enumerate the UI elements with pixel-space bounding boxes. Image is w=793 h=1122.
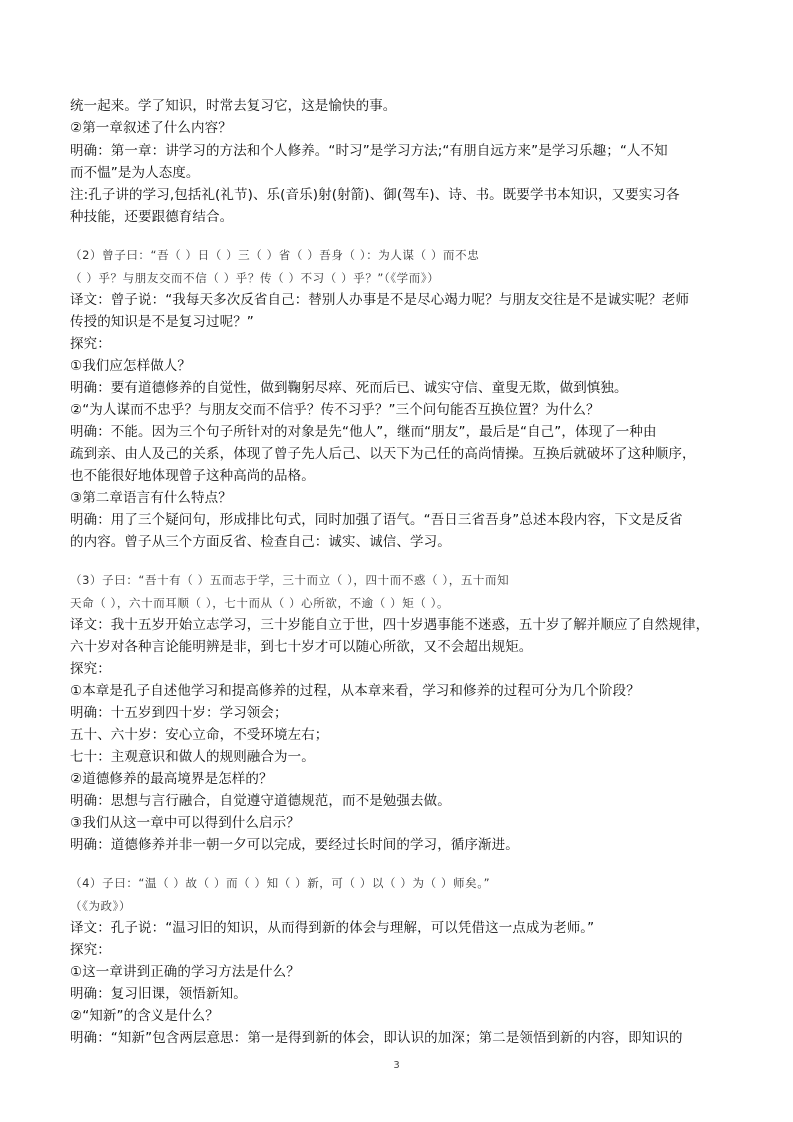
text-line: 统一起来。学了知识，时常去复习它，这是愉快的事。 [70, 98, 397, 114]
text-line: ②“知新”的含义是什么？ [70, 1008, 219, 1024]
text-line: 明确：道德修养并非一朝一夕可以完成，要经过长时间的学习，循序渐进。 [70, 837, 519, 853]
text-line: 注:孔子讲的学习,包括礼(礼节)、乐(音乐)射(射箭)、御(驾车)、诗、书。既要学书本知识，又要实习各 [70, 187, 680, 203]
text-line: 传授的知识是不是复习过呢？” [70, 314, 254, 330]
text-line: 译文：曾子说：“我每天多次反省自己：替别人办事是不是尽心竭力呢？与朋友交往是不是诚实呢？老师 [70, 292, 690, 308]
quote-line: （《为政》） [70, 899, 132, 913]
text-line: 明确：要有道德修养的自觉性，做到鞠躬尽瘁、死而后已、诚实守信、童叟无欺，做到慎独。 [70, 380, 628, 396]
text-line: 明确：复习旧课，领悟新知。 [70, 986, 247, 1002]
text-line: 七十：主观意识和做人的规则融合为一。 [70, 749, 315, 765]
text-line: 明确：用了三个疑问句，形成排比句式，同时加强了语气。“吾日三省吾身”总述本段内容，下文是反省 [70, 512, 683, 528]
text-line: 明确：十五岁到四十岁：学习领会； [70, 705, 288, 721]
text-line: 明确：第一章：讲学习的方法和个人修养。“时习”是学习方法;“有朋自远方来”是学习乐趣；“人不知 [70, 143, 668, 159]
quote-line: （ ）乎？与朋友交而不信（ ）乎？传（ ）不习（ ）乎？”（《学而》） [70, 271, 440, 285]
text-line: ①本章是孔子自述他学习和提高修养的过程，从本章来看，学习和修养的过程可分为几个阶段？ [70, 683, 640, 699]
text-line: 的内容。曾子从三个方面反省、检查自己：诚实、诚信、学习。 [70, 534, 451, 550]
text-line: 明确：“知新”包含两层意思：第一是得到新的体会，即认识的加深；第二是领悟到新的内容，即知识的 [70, 1030, 683, 1046]
text-line: 六十岁对各种言论能明辨是非，到七十岁才可以随心所欲，又不会超出规矩。 [70, 639, 533, 655]
text-line: 探究： [70, 661, 111, 677]
text-line: ③我们从这一章中可以得到什么启示？ [70, 815, 300, 831]
text-line: ①我们应怎样做人？ [70, 358, 192, 374]
text-line: 而不愠”是为人态度。 [70, 165, 200, 181]
text-line: ②第一章叙述了什么内容？ [70, 120, 232, 136]
quote-line: （4）子曰：“温（ ）故（ ）而（ ）知（ ）新，可（ ）以（ ）为（ ）师矣。” [70, 876, 491, 890]
page-number: 3 [393, 1060, 400, 1071]
text-line: 也不能很好地体现曾子这种高尚的品格。 [70, 468, 315, 484]
text-line: 译文：孔子说：“温习旧的知识，从而得到新的体会与理解，可以凭借这一点成为老师。” [70, 920, 595, 936]
text-line: 探究： [70, 942, 111, 958]
text-line: 明确：思想与言行融合，自觉遵守道德规范，而不是勉强去做。 [70, 793, 451, 809]
text-line: 疏到亲、由人及己的关系，体现了曾子先人后己、以天下为己任的高尚情操。互换后就破坏了这种顺序， [70, 446, 696, 462]
text-line: ②“为人谋而不忠乎？与朋友交而不信乎？传不习乎？”三个问句能否互换位置？为什么？ [70, 402, 600, 418]
text-line: ②道德修养的最高境界是怎样的？ [70, 771, 273, 787]
text-line: 译文：我十五岁开始立志学习，三十岁能自立于世，四十岁遇事能不迷惑，五十岁了解并顺应了自然规律， [70, 617, 710, 633]
quote-line: 天命（ ），六十而耳顺（ ），七十而从（ ）心所欲，不逾（ ）矩（ ）。 [70, 596, 450, 610]
text-line: 明确：不能。因为三个句子所针对的对象是先“他人”，继而“朋友”，最后是“自己”，体现了一种由 [70, 424, 657, 440]
text-line: 探究： [70, 336, 111, 352]
text-line: ①这一章讲到正确的学习方法是什么？ [70, 964, 300, 980]
quote-line: （2）曾子曰：“吾（ ）日（ ）三（ ）省（ ）吾身（ ）：为人谋（ ）而不忠 [70, 248, 480, 262]
text-line: 五十、六十岁：安心立命，不受环境左右； [70, 727, 329, 743]
text-line: 种技能，还要跟德育结合。 [70, 209, 234, 225]
text-line: ③第二章语言有什么特点？ [70, 490, 232, 506]
quote-line: （3）子曰：“吾十有（ ）五而志于学，三十而立（ ），四十而不惑（ ），五十而知 [70, 573, 510, 587]
